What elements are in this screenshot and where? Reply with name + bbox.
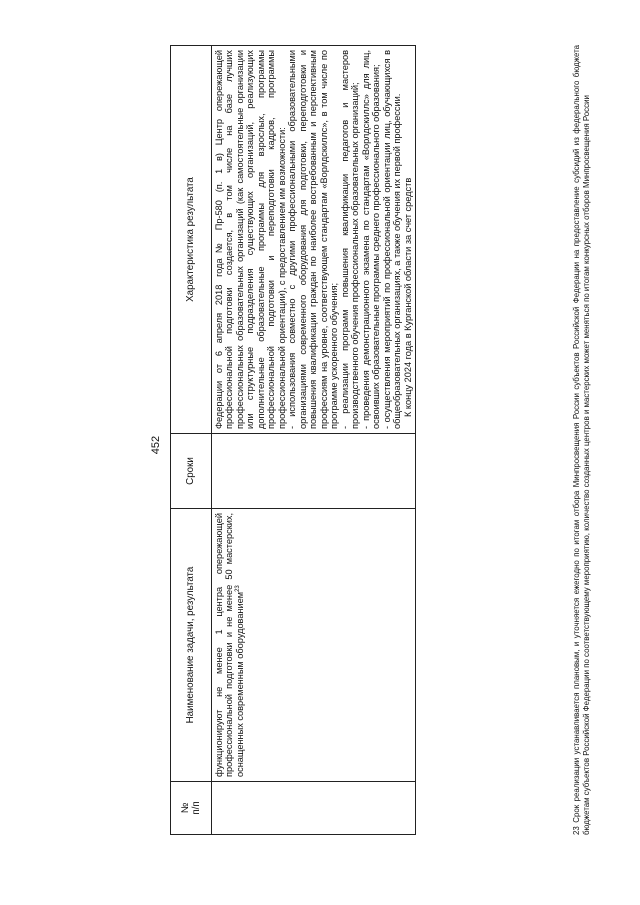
cell-result [212,46,416,434]
result-paragraph: - реализации программ повышения квалификации педагогов и мастеров производственного обучения профессиональных образовательных организаций; [339,50,361,429]
table-row [212,46,416,835]
page-number: 452 [150,435,162,455]
results-table [170,45,416,835]
footnote-ref: 23 [234,585,241,592]
header-num [171,782,212,835]
cell-num [212,782,416,835]
header-num-label: № п/п [179,801,202,815]
result-paragraph: - использования совместно с другими профессиональными образовательными организациями современного оборудования для подготовки, переподготовки и повышения квалификации граждан по наиболее востребованным и перспективным профессиям на уровне, соответствующем стандартам «Ворлдскиллс», в том числе по программе ускоренного обучения; [287,50,340,429]
result-paragraph: - проведения демонстрационного экзамена по стандартам «Ворлдскиллс» для лиц, освоивших образовательные программы среднего профессионального образования; [360,50,382,429]
cell-term [212,434,416,509]
header-term: Сроки [171,434,212,509]
cell-name [212,509,416,782]
result-paragraph: Федерации от 6 апреля 2018 года№ Пр-580 (п. 1 в) Центр опережающей профессиональной подготовки создается, в том числе на базе лучших профессиональных образовательных организаций (как самостоятельные организации или структурные подразделения существующих организаций, реализующих дополнительные образовательные программы для взрослых, программы профессиональной подготовки и переподготовки кадров, программы профессиональной ориентации), с предоставлением им возможности: [214,50,287,429]
cell-name-text: функционируют не менее 1 центра опережающей профессиональной подготовки и не менее 50 мастерских, оснащенных современным оборудованием [214,513,246,777]
header-name: Наименование задачи, результата [171,509,212,782]
footnote: 23 Срок реализации устанавливается плановым, и уточняется ежегодно по итогам отбора Минпросвещения России субъектов Российской Федерации на предоставление субсидий из федерального бюджета бюджетам субъектов Российской Федерации по соответствующему мероприятию, количество созданных центров и мастерских может меняться по итогам конкурсных отборов Минпросвещения России [572,45,591,835]
result-paragraph: К концу 2024 года в Курганской области за счет средств [402,177,413,417]
table-header-row [171,46,212,835]
header-result: Характеристика результата [171,46,212,434]
result-paragraph: - осуществления мероприятий по профессиональной ориентации лиц, обучающихся в общеобразовательных организациях, а также обучения их первой профессии. [381,50,403,429]
